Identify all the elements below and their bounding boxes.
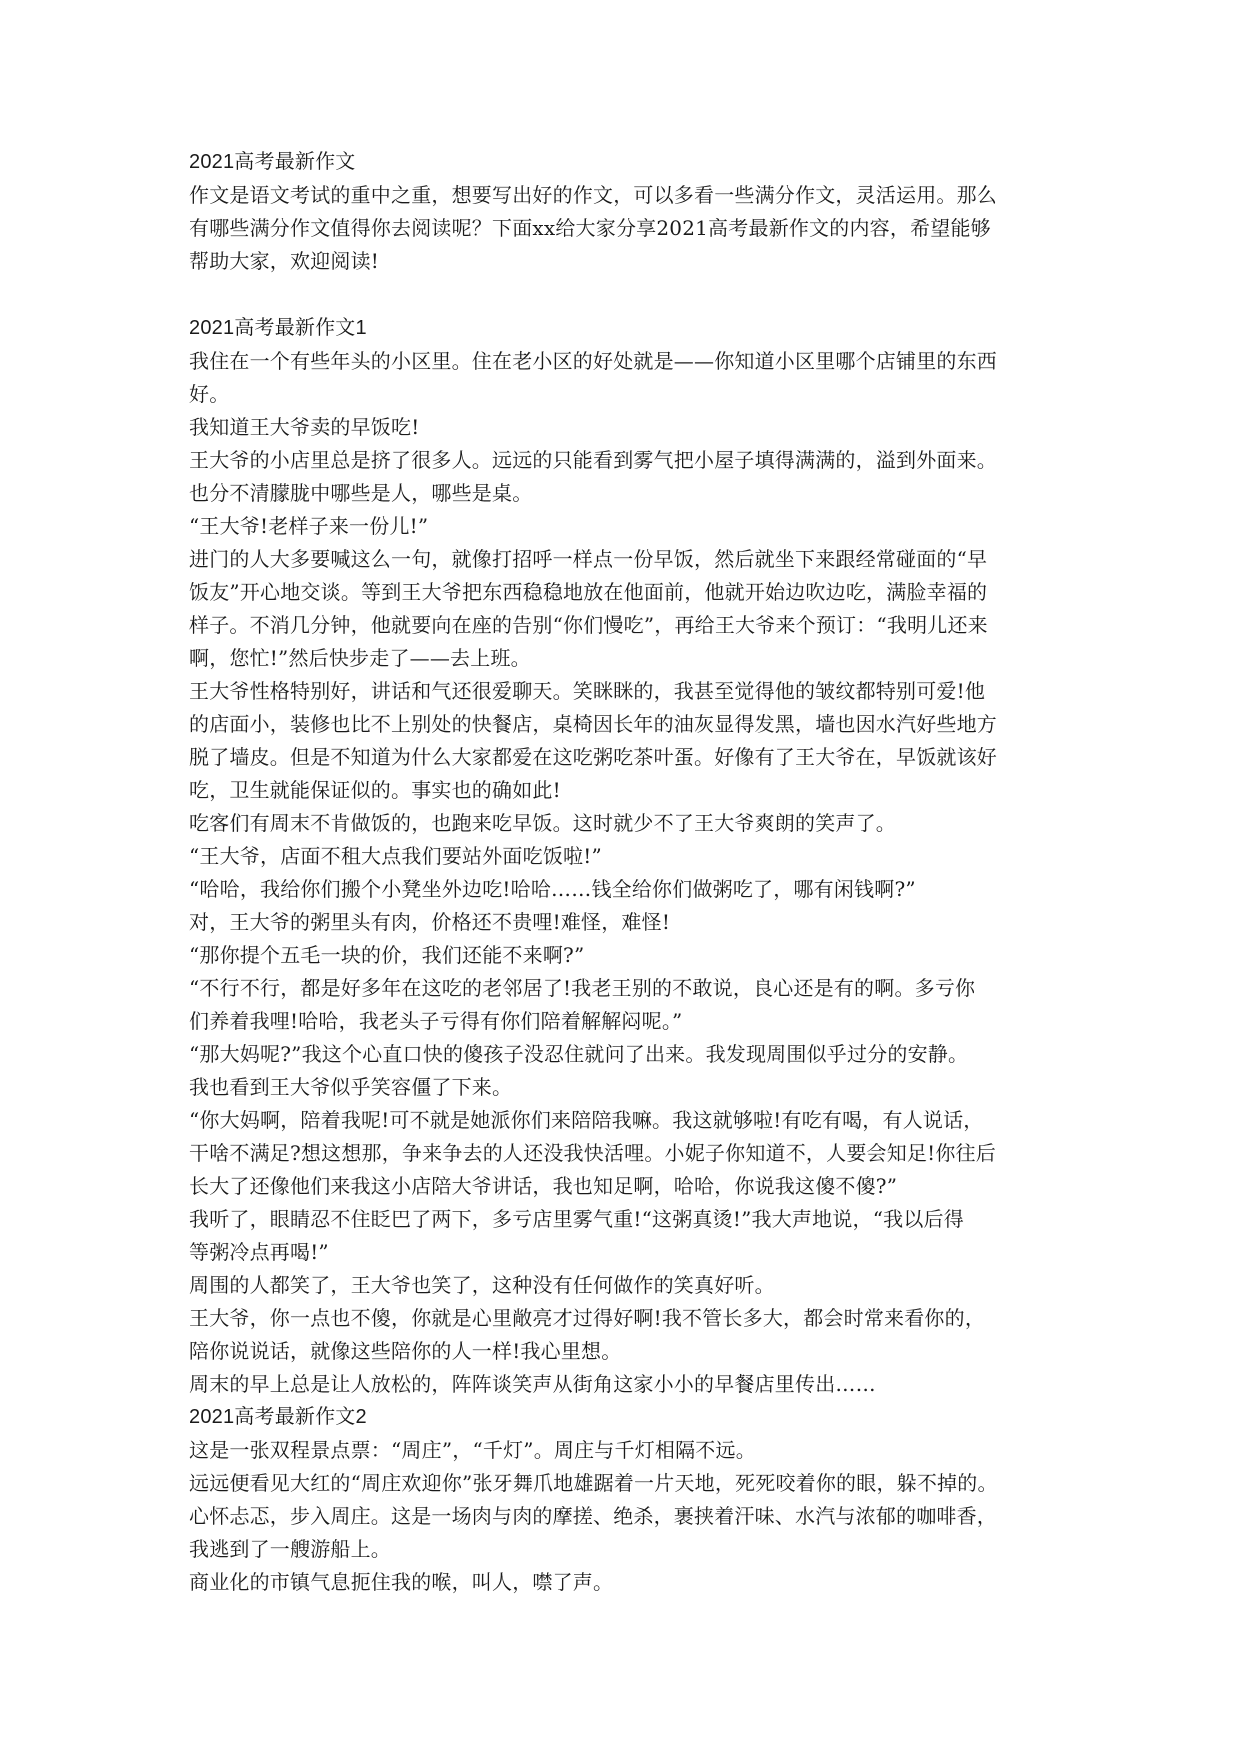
essay-2-line: 我逃到了一艘游船上。 xyxy=(189,1537,391,1561)
essay-1-line: 脱了墙皮。但是不知道为什么大家都爱在这吃粥吃茶叶蛋。好像有了王大爷在，早饭就该好 xyxy=(189,745,997,769)
essay-1-line: “那你提个五毛一块的价，我们还能不来啊?” xyxy=(189,943,585,967)
essay-1-line: 王大爷，你一点也不傻，你就是心里敞亮才过得好啊!我不管长多大，都会时常来看你的， xyxy=(189,1306,986,1330)
essay-1-line: 我也看到王大爷似乎笑容僵了下来。 xyxy=(189,1075,513,1099)
essay-1-body xyxy=(189,345,1079,1401)
essay-1-line: 饭友”开心地交谈。等到王大爷把东西稳稳地放在他面前，他就开始边吹边吃，满脸幸福的 xyxy=(189,580,988,604)
essay-1-line: 我听了，眼睛忍不住眨巴了两下，多亏店里雾气重!“这粥真烫!”我大声地说，“我以后得 xyxy=(189,1207,964,1231)
essay-1-line: 吃，卫生就能保证似的。事实也的确如此! xyxy=(189,778,561,802)
essay-1-heading: 2021高考最新作文1 xyxy=(189,317,367,339)
essay-2-heading: 2021高考最新作文2 xyxy=(189,1406,367,1428)
essay-2-line: 远远便看见大红的“周庄欢迎你”张牙舞爪地雄踞着一片天地，死死咬着你的眼，躲不掉的。 xyxy=(189,1471,998,1495)
essay-1-line: 样子。不消几分钟，他就要向在座的告别“你们慢吃”，再给王大爷来个预订：“我明儿还来 xyxy=(189,613,988,637)
essay-1-line: 我住在一个有些年头的小区里。住在老小区的好处就是——你知道小区里哪个店铺里的东西 xyxy=(189,349,997,373)
essay-2-line: 心怀忐忑，步入周庄。这是一场肉与肉的摩搓、绝杀，裹挟着汗味、水汽与浓郁的咖啡香， xyxy=(189,1504,997,1528)
essay-1-line: “哈哈，我给你们搬个小凳坐外边吃!哈哈……钱全给你们做粥吃了，哪有闲钱啊?” xyxy=(189,877,916,901)
essay-1-line: 啊，您忙!”然后快步走了——去上班。 xyxy=(189,646,531,670)
essay-1-line: 干啥不满足?想这想那，争来争去的人还没我快活哩。小妮子你知道不，人要会知足!你往后 xyxy=(189,1141,996,1165)
intro-line: 帮助大家，欢迎阅读! xyxy=(189,249,380,273)
essay-1-line: “王大爷，店面不租大点我们要站外面吃饭啦!” xyxy=(189,844,602,868)
essay-1-line: 周围的人都笑了，王大爷也笑了，这种没有任何做作的笑真好听。 xyxy=(189,1273,775,1297)
essay-1-line: 也分不清朦胧中哪些是人，哪些是桌。 xyxy=(189,481,533,505)
essay-2-line: 商业化的市镇气息扼住我的喉，叫人，噤了声。 xyxy=(189,1570,614,1594)
intro-line: 有哪些满分作文值得你去阅读呢？下面xx给大家分享2021高考最新作文的内容，希望能够 xyxy=(189,216,991,240)
essay-1-line: 等粥冷点再喝!” xyxy=(189,1240,329,1264)
essay-1-line: 进门的人大多要喊这么一句，就像打招呼一样点一份早饭，然后就坐下来跟经常碰面的“早 xyxy=(189,547,988,571)
essay-1-line: 我知道王大爷卖的早饭吃! xyxy=(189,415,420,439)
intro-line: 作文是语文考试的重中之重，想要写出好的作文，可以多看一些满分作文，灵活运用。那么 xyxy=(189,183,997,207)
essay-1-line: 的店面小，装修也比不上别处的快餐店，桌椅因长年的油灰显得发黑，墙也因水汽好些地方 xyxy=(189,712,997,736)
essay-1-line: 周末的早上总是让人放松的，阵阵谈笑声从街角这家小小的早餐店里传出…… xyxy=(189,1372,876,1396)
essay-1-line: “不行不行，都是好多年在这吃的老邻居了!我老王别的不敢说，良心还是有的啊。多亏你 xyxy=(189,976,976,1000)
essay-1-line: 王大爷的小店里总是挤了很多人。远远的只能看到雾气把小屋子填得满满的，溢到外面来。 xyxy=(189,448,997,472)
essay-1-line: 吃客们有周末不肯做饭的，也跑来吃早饭。这时就少不了王大爷爽朗的笑声了。 xyxy=(189,811,896,835)
essay-1-line: 陪你说说话，就像这些陪你的人一样!我心里想。 xyxy=(189,1339,622,1363)
essay-1-line: “那大妈呢?”我这个心直口快的傻孩子没忍住就问了出来。我发现周围似乎过分的安静。 xyxy=(189,1042,969,1066)
essay-1-line: 们养着我哩!哈哈，我老头子亏得有你们陪着解解闷呢。” xyxy=(189,1009,683,1033)
essay-1-line: 好。 xyxy=(189,382,230,406)
section-gap xyxy=(189,278,1079,312)
essay-1-line: “王大爷!老样子来一份儿!” xyxy=(189,514,429,538)
essay-2-body xyxy=(189,1434,1079,1599)
essay-2-line: 这是一张双程景点票：“周庄”，“千灯”。周庄与千灯相隔不远。 xyxy=(189,1438,756,1462)
essay-1-line: “你大妈啊，陪着我呢!可不就是她派你们来陪陪我嘛。我这就够啦!有吃有喝，有人说话， xyxy=(189,1108,984,1132)
document-body xyxy=(189,146,1079,1599)
essay-1-line: 长大了还像他们来我这小店陪大爷讲话，我也知足啊，哈哈，你说我这傻不傻?” xyxy=(189,1174,898,1198)
essay-1-line: 对，王大爷的粥里头有肉，价格还不贵哩!难怪，难怪! xyxy=(189,910,671,934)
document-title: 2021高考最新作文 xyxy=(189,151,356,173)
intro-paragraph xyxy=(189,179,1079,278)
essay-1-line: 王大爷性格特别好，讲话和气还很爱聊天。笑眯眯的，我甚至觉得他的皱纹都特别可爱!他 xyxy=(189,679,986,703)
